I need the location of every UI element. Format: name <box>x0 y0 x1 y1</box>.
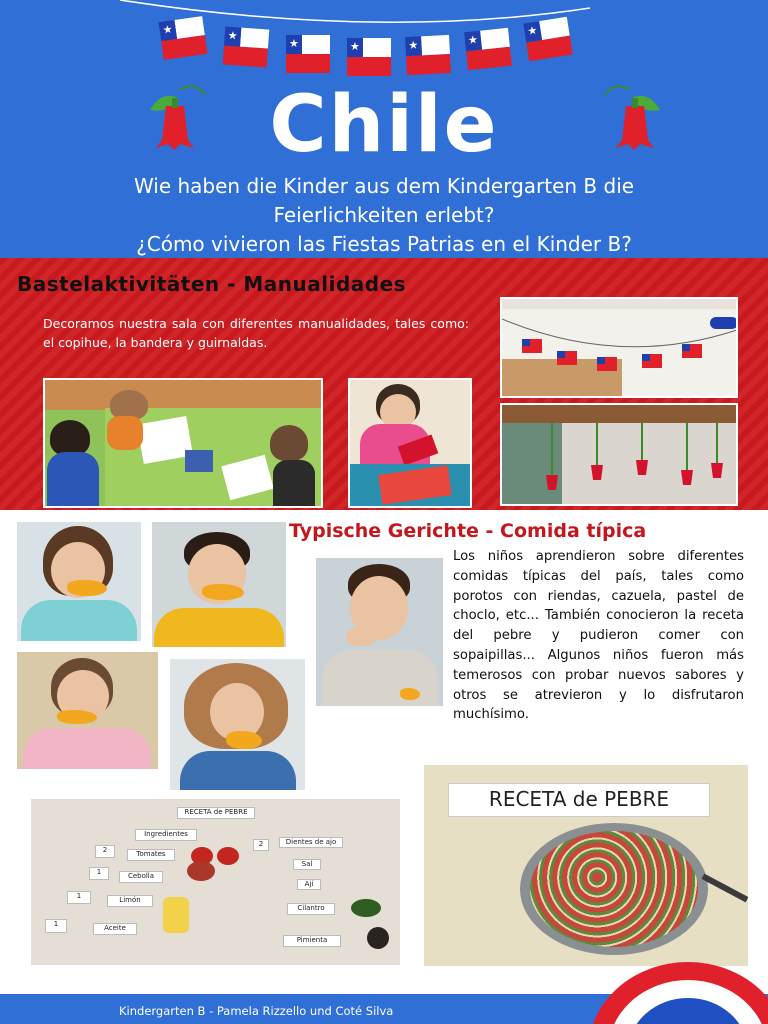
food-section-title: Typische Gerichte - Comida típica <box>289 520 647 542</box>
recipe-card-heading: RECETA de PEBRE <box>177 807 255 819</box>
photo-hanging-copihues <box>500 403 738 506</box>
crafts-section-text: Decoramos nuestra sala con diferentes manualidades, tales como: el copihue, la bandera y guirnaldas. <box>43 316 469 350</box>
pebre-label: RECETA de PEBRE <box>488 787 670 811</box>
photo-girl-copihue-craft <box>348 378 472 508</box>
photo-pebre-recipe-cards <box>31 799 400 965</box>
recipe-card: Cilantro <box>287 903 335 915</box>
recipe-number-card: 1 <box>45 919 67 933</box>
recipe-card: Cebolla <box>119 871 163 883</box>
recipe-card: Pimienta <box>283 935 341 947</box>
chile-flag-icon: ★ <box>405 35 451 75</box>
recipe-card: Ingredientes <box>135 829 197 841</box>
photo-boy-eating-2 <box>316 558 443 706</box>
recipe-card: Tomates <box>127 849 175 861</box>
recipe-number-card: 2 <box>253 839 269 851</box>
recipe-card: Sal <box>293 859 321 870</box>
chile-flag-icon: ★ <box>464 28 512 70</box>
recipe-card: Aceite <box>93 923 137 935</box>
photo-kids-crafting-table <box>43 378 323 508</box>
recipe-card: Dientes de ajo <box>279 837 343 848</box>
photo-boy-eating-1 <box>152 522 286 647</box>
photo-girl-eating-3 <box>170 659 305 790</box>
subtitle-line: Feierlichkeiten erlebt? <box>273 203 495 227</box>
subtitle-line: ¿Cómo vivieron las Fiestas Patrias en el Kinder B? <box>136 232 632 256</box>
photo-girl-eating-1 <box>17 522 141 641</box>
chile-flag-icon: ★ <box>347 38 391 76</box>
recipe-card: Ají <box>297 879 321 890</box>
page-title: Chile <box>269 80 499 170</box>
chile-flag-icon: ★ <box>523 17 572 61</box>
crafts-section-title: Bastelaktivitäten - Manualidades <box>17 272 407 296</box>
chile-flag-icon: ★ <box>223 27 270 68</box>
recipe-number-card: 1 <box>89 867 109 880</box>
recipe-number-card: 2 <box>95 845 115 858</box>
recipe-number-card: 1 <box>67 891 91 904</box>
photo-girl-eating-2 <box>17 652 158 769</box>
photo-pebre-bowl <box>424 765 748 966</box>
chile-flag-icon: ★ <box>159 16 208 60</box>
chile-flag-icon: ★ <box>286 35 330 73</box>
page-subtitle <box>40 172 728 259</box>
photo-classroom-garland <box>500 297 738 398</box>
footer-credits: Kindergarten B - Pamela Rizzello und Coté Silva <box>119 1004 394 1018</box>
recipe-card: Limón <box>107 895 153 907</box>
subtitle-line: Wie haben die Kinder aus dem Kindergarten B die <box>133 174 635 198</box>
food-section-text: Los niños aprendieron sobre diferentes comidas típicas del país, tales como porotos con riendas, cazuela, pastel de choclo, etc... También conocieron la receta del pebre y pudieron comer con sopaipillas... Algunos niños fueron más temerosos con probar nuevos sabores y otros se atrevieron y lo disfrutaron muchísimo. <box>453 549 744 723</box>
cockade-ribbon-icon <box>588 962 768 1024</box>
